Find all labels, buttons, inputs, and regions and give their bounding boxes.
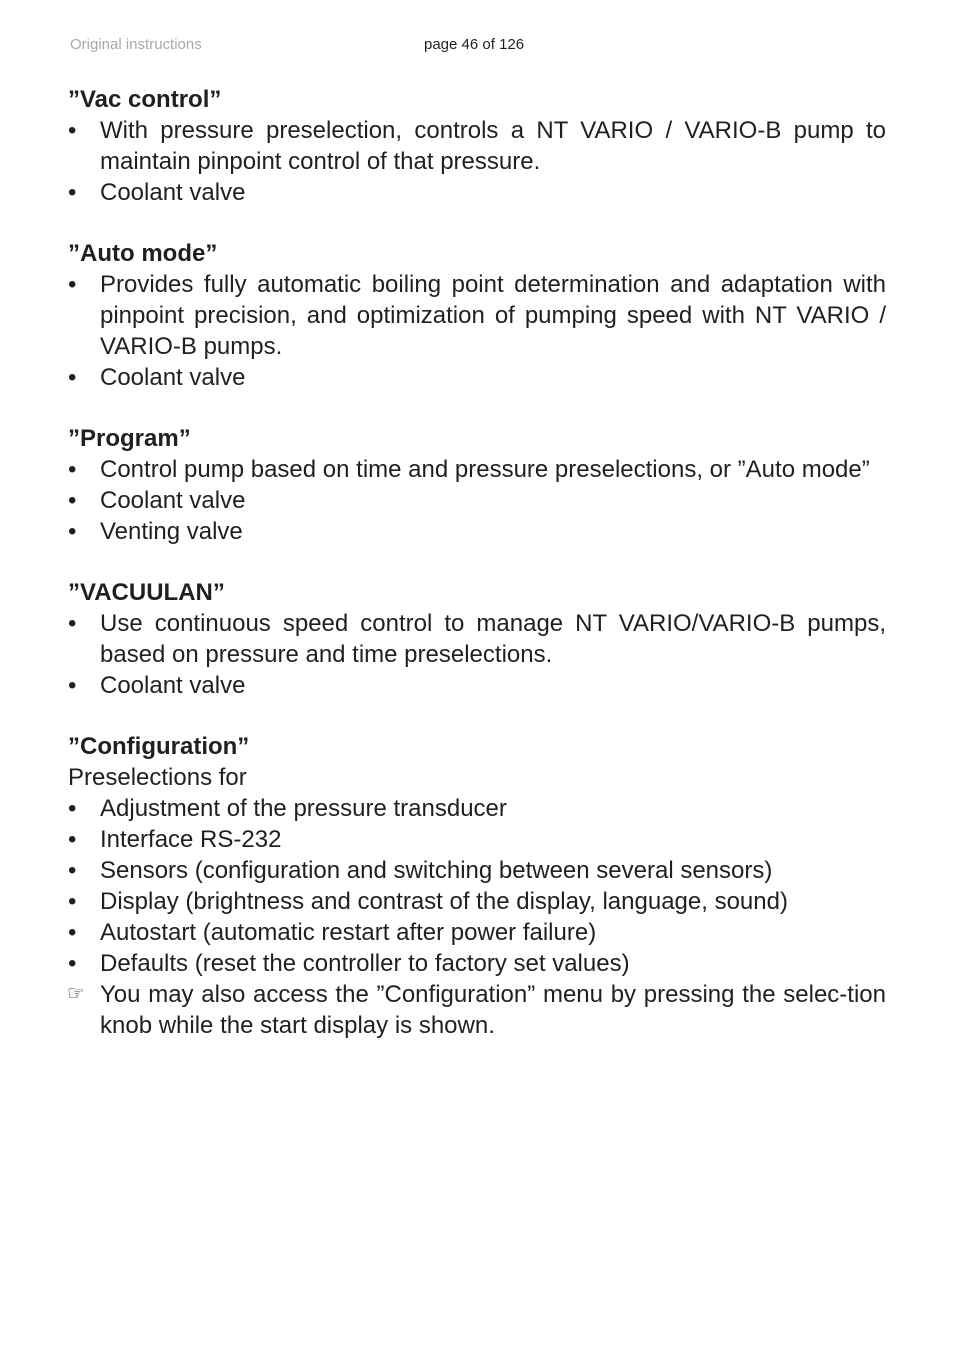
list-item-text: Provides fully automatic boiling point determination and adaptation with pinpoint precision, and optimization of pumping speed with NT VARIO / VARIO-B pumps.	[100, 271, 886, 360]
bullet-icon: •	[68, 364, 77, 391]
note-text: You may also access the ”Configuration” menu by pressing the selec-tion knob while the start display is shown.	[100, 981, 886, 1039]
section-vacuulan	[68, 577, 886, 701]
bullet-icon: •	[68, 271, 77, 298]
list-item-text: Coolant valve	[100, 672, 246, 699]
bullet-list	[68, 115, 886, 208]
bullet-icon: •	[68, 487, 77, 514]
list-item-text: Coolant valve	[100, 364, 246, 391]
list-item	[68, 793, 886, 824]
list-item	[68, 269, 886, 362]
bullet-icon: •	[68, 888, 77, 915]
bullet-icon: •	[68, 610, 77, 637]
bullet-list	[68, 454, 886, 547]
section-title: ”Configuration”	[68, 733, 250, 760]
list-item	[68, 670, 886, 701]
bullet-icon: •	[68, 518, 77, 545]
list-item	[68, 362, 886, 393]
bullet-icon: •	[68, 919, 77, 946]
bullet-icon: •	[68, 672, 77, 699]
bullet-list	[68, 793, 886, 1041]
pointing-hand-icon: ☞	[67, 983, 85, 1005]
list-item	[68, 516, 886, 547]
section-auto-mode	[68, 238, 886, 393]
bullet-list	[68, 269, 886, 393]
section-title: ”Vac control”	[68, 86, 222, 113]
list-item-text: Adjustment of the pressure transducer	[100, 795, 507, 822]
list-item-text: Sensors (configuration and switching between several sensors)	[100, 857, 773, 884]
list-item	[68, 608, 886, 670]
section-title: ”Auto mode”	[68, 240, 218, 267]
list-item-text: Venting valve	[100, 518, 243, 545]
list-item-text: Use continuous speed control to manage NT VARIO/VARIO-B pumps, based on pressure and time preselections.	[100, 610, 886, 668]
list-item	[68, 485, 886, 516]
list-item-text: Defaults (reset the controller to factory set values)	[100, 950, 630, 977]
section-title: ”VACUULAN”	[68, 579, 225, 606]
page-number: page 46 of 126	[424, 36, 525, 53]
page-header	[0, 36, 954, 56]
list-item-text: Control pump based on time and pressure preselections, or ”Auto mode”	[100, 456, 870, 483]
list-item-text: With pressure preselection, controls a NT VARIO / VARIO-B pump to maintain pinpoint control of that pressure.	[100, 117, 886, 175]
bullet-icon: •	[68, 179, 77, 206]
list-item-text: Coolant valve	[100, 487, 246, 514]
list-item	[68, 115, 886, 177]
section-intro: Preselections for	[68, 764, 247, 791]
list-item-text: Coolant valve	[100, 179, 246, 206]
section-program	[68, 423, 886, 547]
document-type-label: Original instructions	[70, 36, 202, 53]
list-item	[68, 948, 886, 979]
bullet-icon: •	[68, 117, 77, 144]
list-item-text: Interface RS-232	[100, 826, 282, 853]
bullet-icon: •	[68, 456, 77, 483]
bullet-icon: •	[68, 826, 77, 853]
list-item	[68, 454, 886, 485]
bullet-icon: •	[68, 857, 77, 884]
note-item	[68, 979, 886, 1041]
page-content	[68, 84, 886, 1071]
section-title: ”Program”	[68, 425, 191, 452]
section-configuration	[68, 731, 886, 1041]
list-item	[68, 917, 886, 948]
list-item	[68, 886, 886, 917]
section-vac-control	[68, 84, 886, 208]
list-item	[68, 177, 886, 208]
bullet-icon: •	[68, 795, 77, 822]
list-item-text: Display (brightness and contrast of the display, language, sound)	[100, 888, 788, 915]
list-item	[68, 824, 886, 855]
bullet-list	[68, 608, 886, 701]
list-item	[68, 855, 886, 886]
list-item-text: Autostart (automatic restart after power failure)	[100, 919, 597, 946]
bullet-icon: •	[68, 950, 77, 977]
